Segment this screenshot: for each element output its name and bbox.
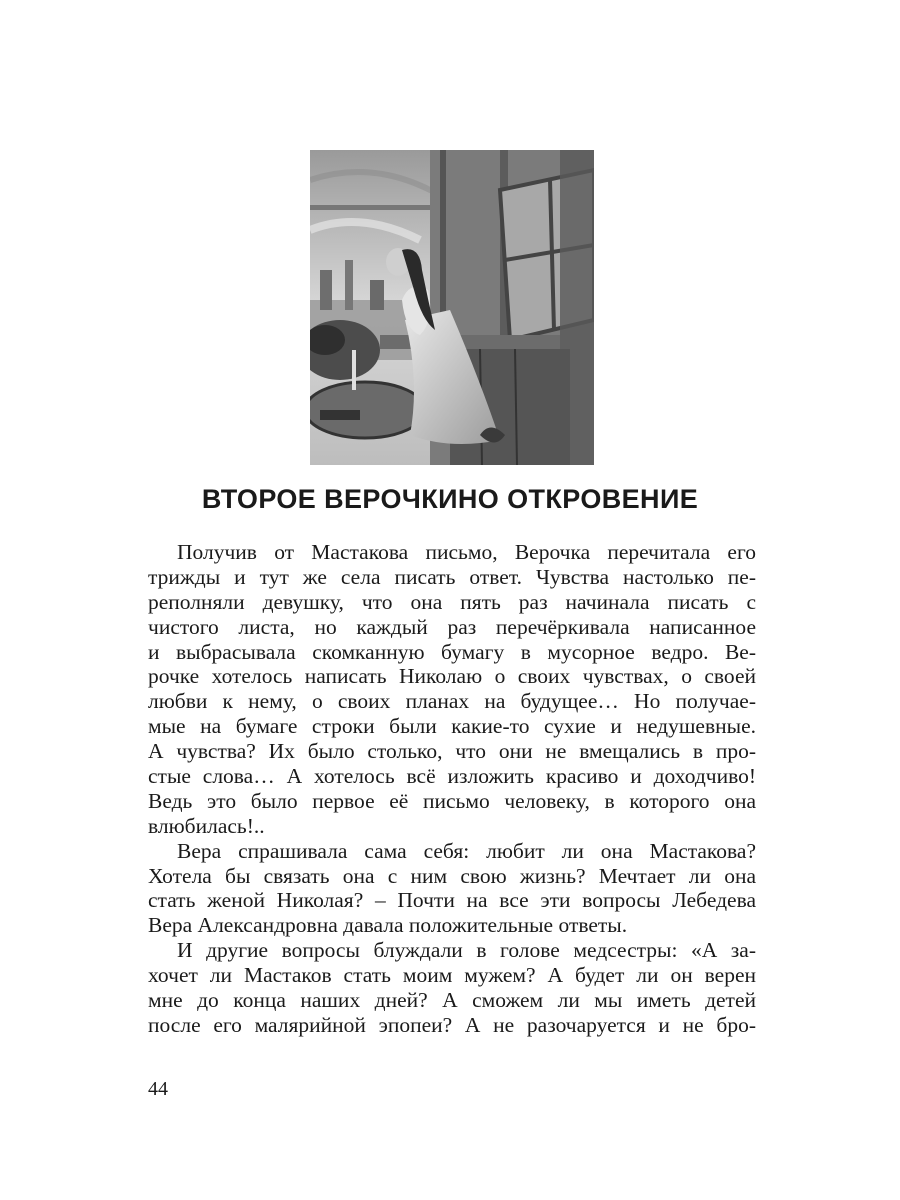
paragraph bbox=[148, 540, 756, 839]
text-line: стать женой Николая? – Почти на все эти вопросы Лебедева bbox=[148, 888, 756, 913]
text-line: Ведь это было первое её письмо человеку, в которого она bbox=[148, 788, 756, 813]
text-line: Вера спрашивала сама себя: любит ли она Мастакова? bbox=[177, 838, 756, 863]
text-line: любви к нему, о своих планах на будущее… Но получае- bbox=[148, 689, 756, 714]
chapter-body bbox=[148, 540, 756, 1038]
text-line: рочке хотелось написать Николаю о своих чувствах, о своей bbox=[148, 664, 756, 689]
chapter-illustration bbox=[310, 150, 594, 465]
text-line: реполняли девушку, что она пять раз начинала писать с bbox=[148, 589, 756, 614]
woman-at-window-illustration bbox=[310, 150, 594, 465]
text-line: мые на бумаге строки были какие-то сухие и недушевные. bbox=[148, 714, 756, 739]
text-line: Получив от Мастакова письмо, Верочка перечитала его bbox=[177, 540, 756, 564]
text-line: Хотела бы связать она с ним свою жизнь? Мечтает ли она bbox=[148, 863, 756, 888]
text-line: хочет ли Мастаков стать моим мужем? А будет ли он верен bbox=[148, 963, 756, 988]
text-line: мне до конца наших дней? А сможем ли мы иметь детей bbox=[148, 988, 756, 1013]
text-line: влюбилась!.. bbox=[148, 813, 265, 838]
text-line: стые слова… А хотелось всё изложить красиво и доходчиво! bbox=[148, 764, 756, 789]
text-line: после его малярийной эпопеи? А не разочаруется и не бро- bbox=[148, 1012, 756, 1037]
paragraph bbox=[148, 938, 756, 1038]
text-line: Вера Александровна давала положительные ответы. bbox=[148, 913, 628, 938]
text-line: А чувства? Их было столько, что они не вмещались в про- bbox=[148, 739, 756, 764]
paragraph bbox=[148, 839, 756, 939]
text-line: трижды и тут же села писать ответ. Чувства настолько пе- bbox=[148, 564, 756, 589]
chapter-title: ВТОРОЕ ВЕРОЧКИНО ОТКРОВЕНИЕ bbox=[201, 484, 699, 514]
text-line: И другие вопросы блуждали в голове медсестры: «А за- bbox=[177, 938, 756, 963]
text-line: чистого листа, но каждый раз перечёркивала написанное bbox=[148, 614, 756, 639]
text-line: и выбрасывала скомканную бумагу в мусорное ведро. Ве- bbox=[148, 639, 756, 664]
page-number: 44 bbox=[148, 1078, 168, 1100]
